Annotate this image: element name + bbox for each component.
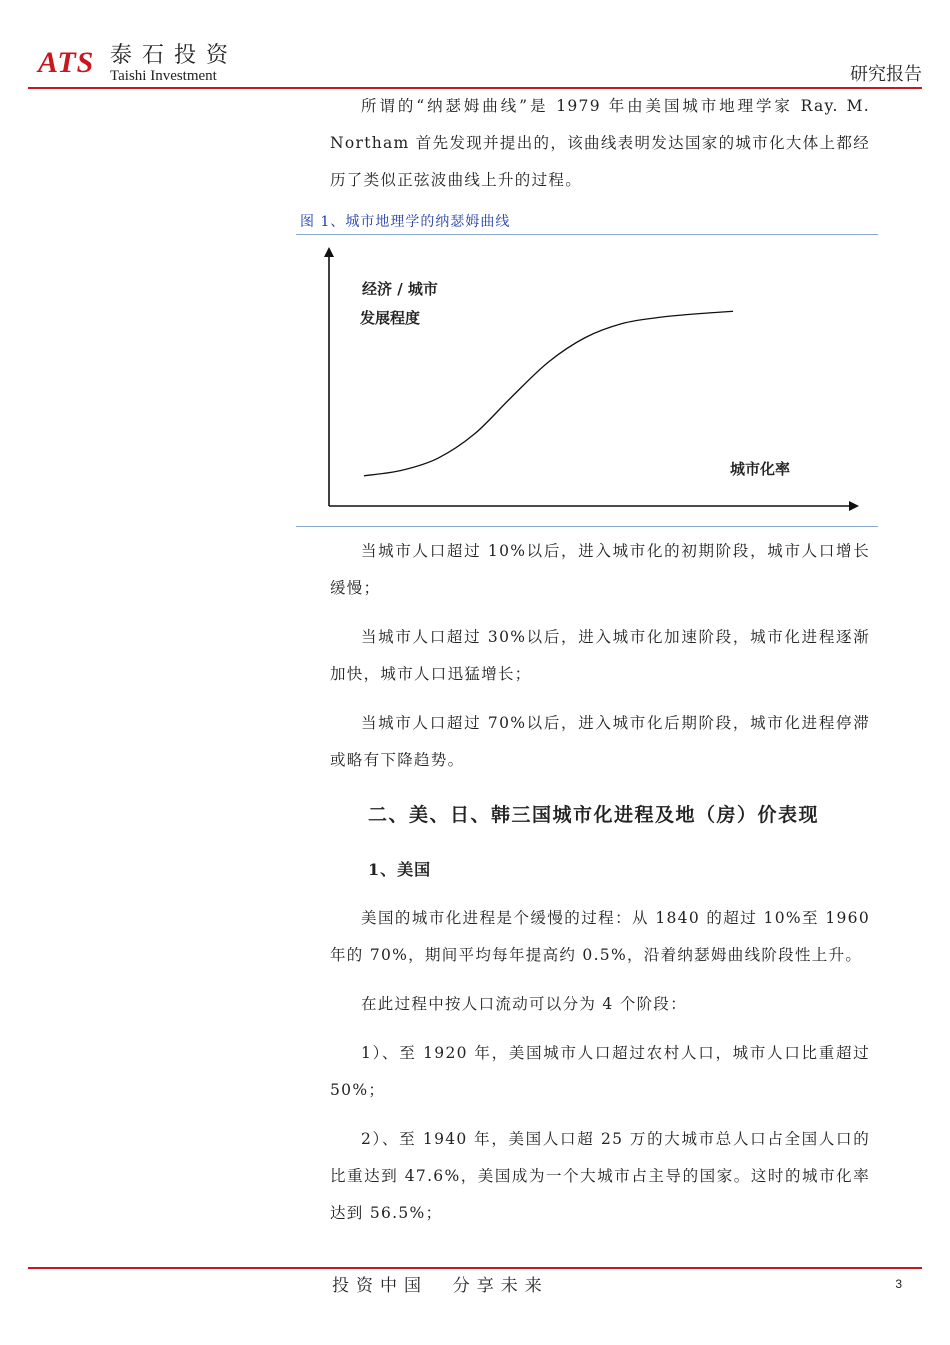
company-name-cn: 泰石投资 bbox=[110, 43, 239, 68]
northam-curve-line bbox=[364, 311, 733, 476]
page-number: 3 bbox=[895, 1277, 902, 1291]
stages-section bbox=[330, 533, 870, 779]
subsection-heading: 1、美国 bbox=[368, 860, 432, 879]
footer-slogan: 投资中国 分享未来 bbox=[332, 1276, 549, 1296]
report-type-label: 研究报告 bbox=[850, 64, 922, 85]
stage-paragraph-3: 当城市人口超过 70%以后，进入城市化后期阶段，城市化进程停滞或略有下降趋势。 bbox=[330, 714, 870, 769]
section-heading: 二、美、日、韩三国城市化进程及地（房）价表现 bbox=[368, 804, 820, 826]
intro-paragraph: 所谓的“纳瑟姆曲线”是 1979 年由美国城市地理学家 Ray. M. Northam 首先发现并提出的，该曲线表明发达国家的城市化大体上都经历了类似正弦波曲线上升的过程。 bbox=[330, 97, 870, 189]
figure-caption: 图 1、城市地理学的纳瑟姆曲线 bbox=[300, 214, 511, 230]
us-paragraph-2: 在此过程中按人口流动可以分为 4 个阶段： bbox=[361, 995, 688, 1013]
company-logo-mark: ATS bbox=[38, 46, 95, 79]
us-paragraph-3: 1）、至 1920 年，美国城市人口超过农村人口，城市人口比重超过 50%； bbox=[330, 1044, 870, 1099]
northam-curve-chart bbox=[296, 236, 878, 524]
y-axis-label-line1: 经济 / 城市 bbox=[362, 280, 438, 298]
x-axis-label: 城市化率 bbox=[730, 460, 791, 478]
figure-top-rule bbox=[296, 234, 878, 235]
footer-divider bbox=[28, 1267, 922, 1269]
intro-section bbox=[330, 88, 870, 199]
stage-paragraph-2: 当城市人口超过 30%以后，进入城市化加速阶段，城市化进程逐渐加快，城市人口迅猛增长； bbox=[330, 628, 870, 683]
stage-paragraph-1: 当城市人口超过 10%以后，进入城市化的初期阶段，城市人口增长缓慢； bbox=[330, 542, 870, 597]
figure-bottom-rule bbox=[296, 526, 878, 527]
us-paragraph-1: 美国的城市化进程是个缓慢的过程：从 1840 的超过 10%至 1960 年的 70%，期间平均每年提高约 0.5%，沿着纳瑟姆曲线阶段性上升。 bbox=[330, 909, 870, 964]
y-axis-label-line2: 发展程度 bbox=[360, 309, 421, 327]
company-name-en: Taishi Investment bbox=[110, 68, 217, 84]
us-section-body bbox=[330, 900, 870, 1232]
us-paragraph-4: 2）、至 1940 年，美国人口超 25 万的大城市总人口占全国人口的比重达到 47.6%，美国成为一个大城市占主导的国家。这时的城市化率达到 56.5%； bbox=[330, 1130, 870, 1222]
